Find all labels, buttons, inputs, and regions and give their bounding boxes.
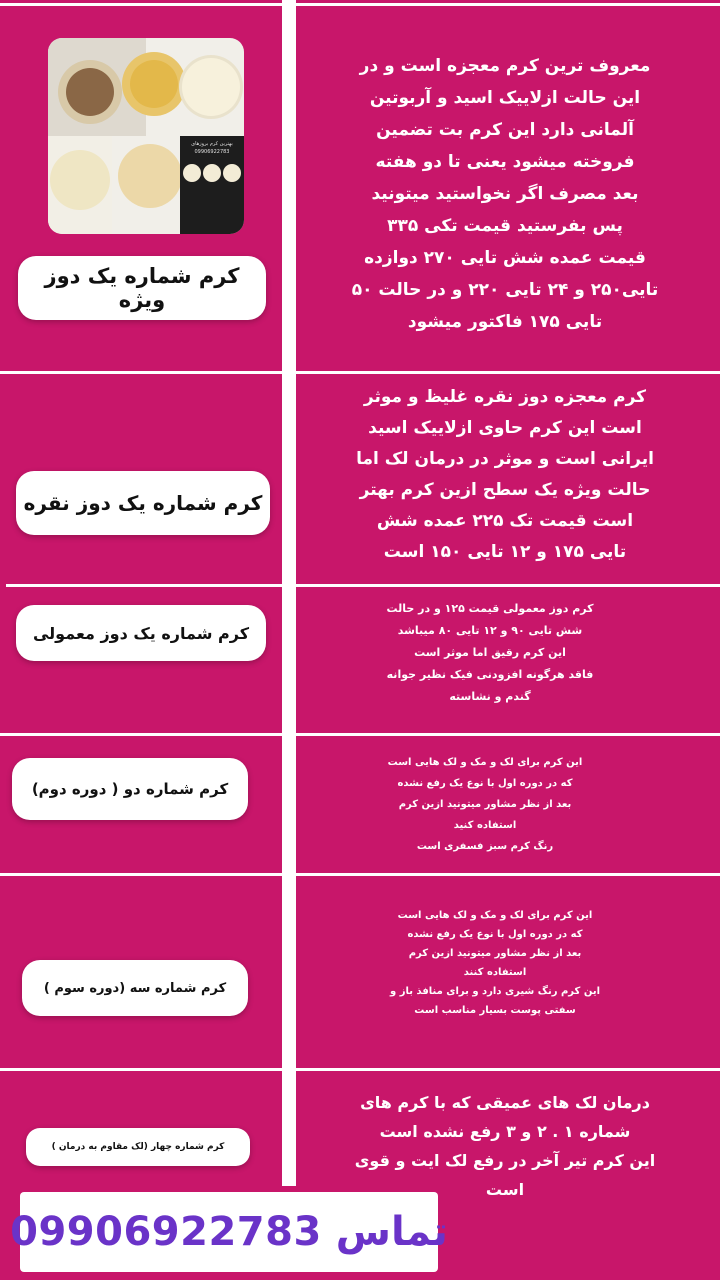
top-divider xyxy=(0,3,282,6)
white-cream-jar-icon xyxy=(182,58,240,116)
product-description-fourth: درمان لک های عمیقی که با کرم های شماره ۱ . ۲ و ۳ رفع نشده است این کرم تیر آخر در رفع لک ایت و قوی است xyxy=(354,1093,656,1199)
product-description-third: این کرم برای لک و مک و لک هایی است که در دوره اول با نوع یک رفع نشده بعد از نظر مشاور میتونید ازین کرم استفاده کنند این کرم رنگ شیری دارد و برای منافذ باز و سفتی پوست بسیار مناسب است xyxy=(390,910,600,1016)
section-divider-2 xyxy=(6,584,720,587)
brown-cream-icon xyxy=(66,68,114,116)
section-divider-4 xyxy=(0,873,720,876)
product-description-silver: کرم معجزه دوز نقره غلیظ و موثر است این کرم حاوی ازلاییک اسید ایرانی است و موثر در درمان لک اما حالت ویژه یک سطح ازین کرم بهتر است قیمت تک ۲۲۵ عمده شش تایی ۱۷۵ و ۱۲ تایی ۱۵۰ است xyxy=(356,387,654,562)
product-description-special: معروف ترین کرم معجزه است و در این حالت ازلاییک اسید و آربوتین آلمانی دارد این کرم بت تضمین فروخته میشود یعنی تا دو هفته بعد مصرف اگر نخواستید میتونید پس بفرستید قیمت تکی ۳۳۵ قیمت عمده شش تایی ۲۷۰ دوازده تایی۲۵۰ و ۲۴ تایی ۲۲۰ و در حالت ۵۰ تایی ۱۷۵ فاکتور میشود xyxy=(351,56,659,332)
cream-jar-icon xyxy=(50,150,110,210)
vertical-divider xyxy=(282,0,296,1186)
product-title-second: کرم شماره دو ( دوره دوم) xyxy=(12,758,248,820)
product-photo xyxy=(48,38,244,234)
photo-caption: بهترین کرم بروزهای 09906922783 xyxy=(191,141,233,155)
product-title-normal: کرم شماره یک دوز معمولی xyxy=(16,605,266,661)
contact-phone[interactable]: 09906922783 xyxy=(10,1209,322,1255)
yellow-cream-icon xyxy=(130,60,178,108)
product-title-fourth: کرم شماره چهار (لک مقاوم به درمان ) xyxy=(26,1128,250,1166)
jar-icon xyxy=(203,164,221,182)
product-title-special: کرم شماره یک دوز ویژه xyxy=(18,256,266,320)
product-description-second: این کرم برای لک و مک و لک هایی است که در دوره اول با نوع یک رفع نشده بعد از نظر مشاور میتونید ازین کرم استفاده کنید رنگ کرم سبز فسفری است xyxy=(387,757,583,852)
product-title-silver: کرم شماره یک دوز نقره xyxy=(16,471,270,535)
pale-cream-jar-icon xyxy=(118,144,182,208)
contact-box[interactable] xyxy=(10,1192,448,1272)
section-divider-5 xyxy=(0,1068,720,1071)
top-divider-right xyxy=(296,3,720,6)
contact-label: تماس xyxy=(335,1209,448,1255)
product-title-third: کرم شماره سه (دوره سوم ) xyxy=(22,960,248,1016)
section-divider-1 xyxy=(0,371,720,374)
section-divider-3 xyxy=(0,733,720,736)
product-description-normal: کرم دوز معمولی قیمت ۱۲۵ و در حالت شش تایی ۹۰ و ۱۲ تایی ۸۰ میباشد این کرم رقیق اما موثر است فاقد هرگونه افزودنی فیک نظیر جوانه گندم و نشاسته xyxy=(386,602,594,703)
jar-icon xyxy=(223,164,241,182)
jar-icon xyxy=(183,164,201,182)
